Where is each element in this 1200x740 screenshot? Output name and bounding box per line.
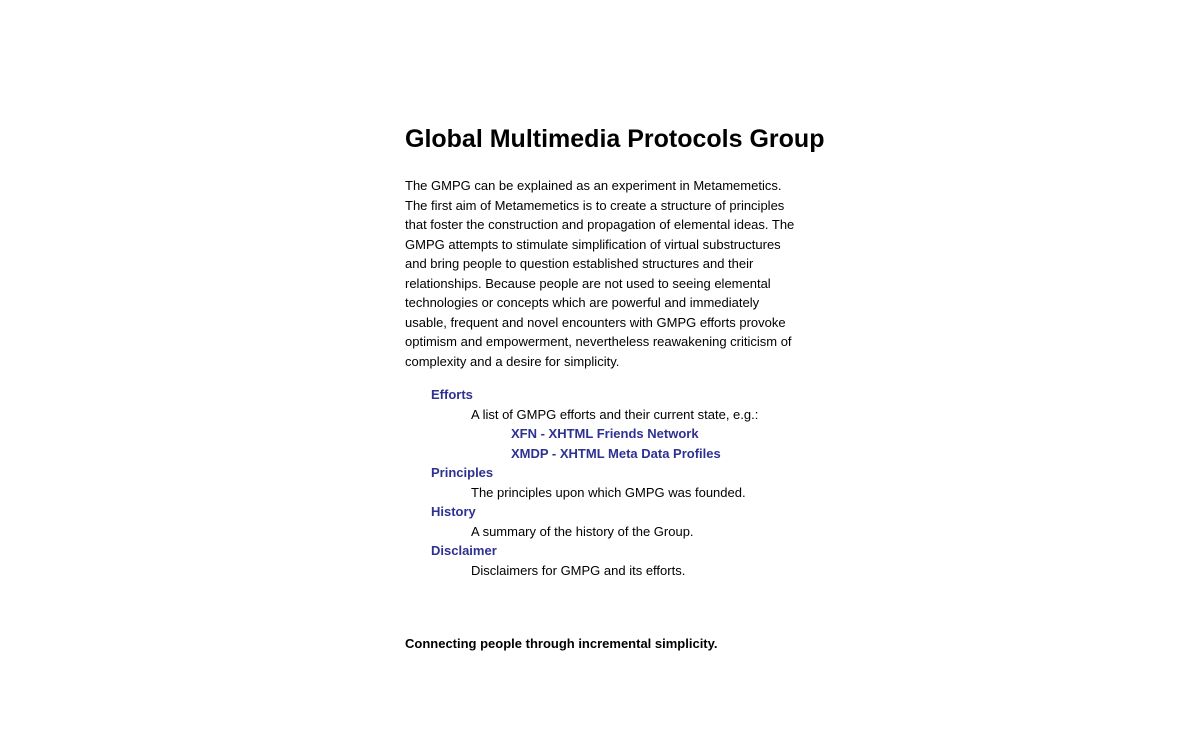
tagline: Connecting people through incremental simplicity. [405,636,718,651]
section-term-efforts [431,385,805,405]
section-desc-efforts [471,405,805,464]
principles-link[interactable]: Principles [431,465,494,480]
section-desc-history: A summary of the history of the Group. [471,523,694,539]
efforts-list-item [511,444,805,464]
xfn-link[interactable]: XFN - XHTML Friends Network [511,426,699,441]
section-term-history [431,502,805,522]
xmdp-link[interactable]: XMDP - XHTML Meta Data Profiles [511,445,721,461]
disclaimer-link[interactable]: Disclaimer [431,543,497,558]
page-title: Global Multimedia Protocols Group [405,125,825,153]
section-term-disclaimer [431,541,805,561]
section-term-principles [431,463,805,483]
intro-paragraph: The GMPG can be explained as an experiment in Metamemetics. The first aim of Metamemetics is to create a structure of principles that foster the construction and propagation of elemental ideas. The GMPG attempts to stimulate simplification of virtual substructures and bring people to question established structures and their relationships. Because people are not used to seeing elemental technologies or concepts which are powerful and immediately usable, frequent and novel encounters with GMPG efforts provoke optimism and empowerment, nevertheless reawakening criticism of complexity and a desire for simplicity. [405,178,795,369]
efforts-description: A list of GMPG efforts and their current state, e.g.: [471,406,759,422]
efforts-list [511,424,805,463]
section-list [431,385,805,580]
efforts-link[interactable]: Efforts [431,387,473,402]
history-link[interactable]: History [431,504,476,519]
section-desc-principles: The principles upon which GMPG was founded. [471,484,746,500]
efforts-list-item [511,424,805,444]
page-content [405,124,825,654]
section-desc-disclaimer: Disclaimers for GMPG and its efforts. [471,562,686,578]
